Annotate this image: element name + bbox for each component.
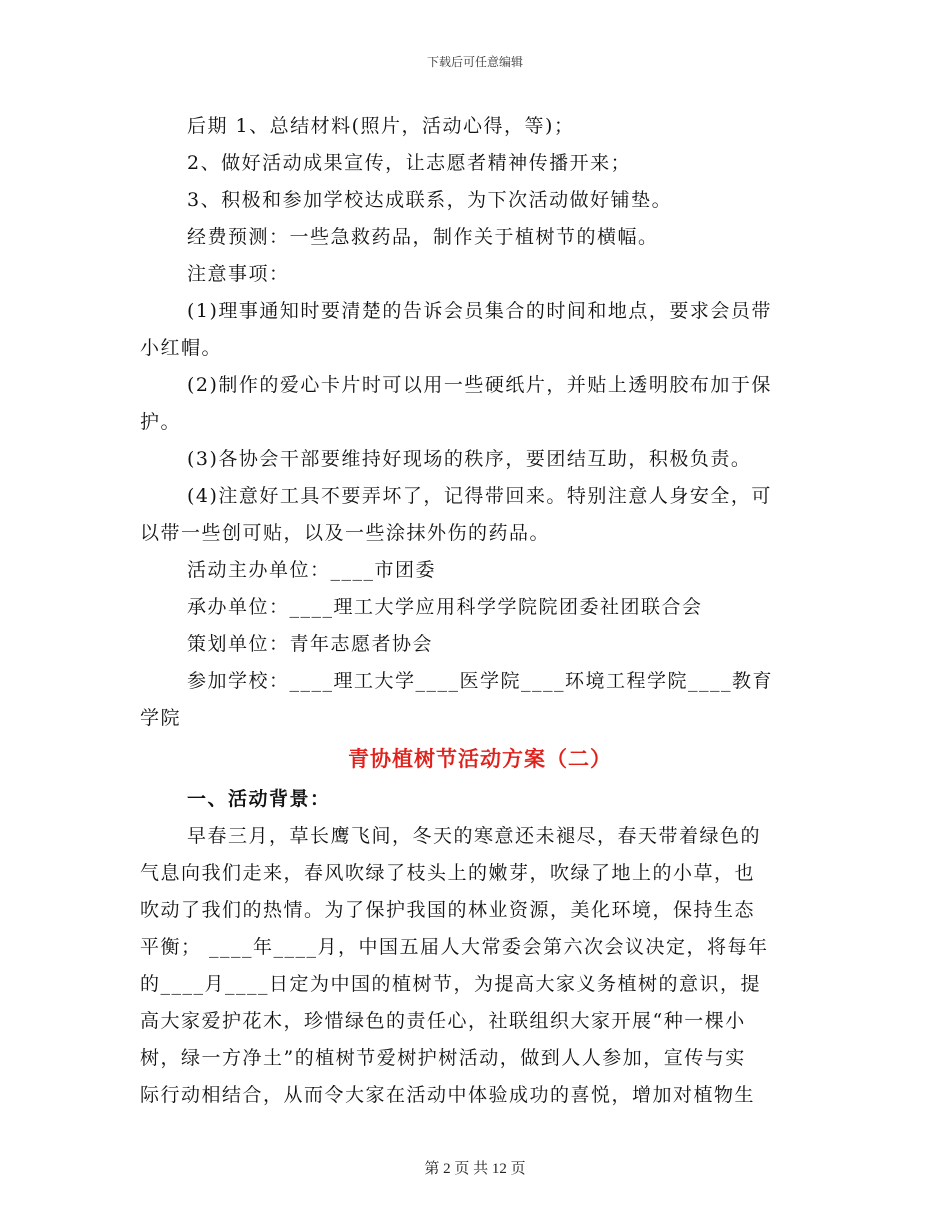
text-line: 活动主办单位：____市团委 (187, 559, 437, 581)
text-line: 高大家爱护花木，珍惜绿色的责任心，社联组织大家开展“种一棵小 (140, 1010, 746, 1032)
text-line: 护。 (140, 411, 182, 433)
page-header: 下载后可任意编辑 (426, 55, 523, 69)
text-line: 3、积极和参加学校达成联系，为下次活动做好铺垫。 (187, 189, 673, 211)
page-footer: 第 2 页 共 12 页 (424, 1161, 526, 1177)
text-line: 的____月____日定为中国的植树节，为提高大家义务植树的意识，提 (140, 973, 762, 995)
text-line: 平衡； ____年____月，中国五届人大常委会第六次会议决定，将每年 (140, 936, 769, 958)
text-line: 小红帽。 (140, 337, 223, 359)
text-line: 早春三月，草长鹰飞间，冬天的寒意还未褪尽，春天带着绿色的 (187, 825, 762, 847)
section-heading: 一、活动背景： (187, 788, 331, 810)
text-line: (4)注意好工具不要弄坏了，记得带回来。特别注意人身安全，可 (187, 485, 772, 507)
text-line: (3)各协会干部要维持好现场的秩序，要团结互助，积极负责。 (187, 448, 752, 470)
section-title: 青协植树节活动方案（二） (348, 747, 612, 771)
text-line: (1)理事通知时要清楚的告诉会员集合的时间和地点，要求会员带 (187, 300, 772, 322)
text-line: 参加学校：____理工大学____医学院____环境工程学院____教育 (187, 670, 774, 692)
text-line: 经费预测：一些急救药品，制作关于植树节的横幅。 (187, 226, 659, 248)
text-line: 树，绿一方净土”的植树节爱树护树活动，做到人人参加，宣传与实 (140, 1047, 746, 1069)
text-line: 注意事项： (187, 263, 290, 285)
text-line: (2)制作的爱心卡片时可以用一些硬纸片，并贴上透明胶布加于保 (187, 374, 772, 396)
text-line: 学院 (140, 707, 182, 729)
text-line: 吹动了我们的热情。为了保护我国的林业资源，美化环境，保持生态 (140, 899, 756, 921)
text-line: 以带一些创可贴，以及一些涂抹外伤的药品。 (140, 522, 551, 544)
text-line: 2、做好活动成果宣传，让志愿者精神传播开来； (187, 152, 632, 174)
text-line: 策划单位：青年志愿者协会 (187, 633, 434, 655)
text-line: 承办单位：____理工大学应用科学学院院团委社团联合会 (187, 596, 703, 618)
text-line: 气息向我们走来，春风吹绿了枝头上的嫩芽，吹绿了地上的小草，也 (140, 862, 756, 884)
text-line: 后期 1、总结材料(照片，活动心得，等)； (187, 115, 575, 137)
text-line: 际行动相结合，从而令大家在活动中体验成功的喜悦，增加对植物生 (140, 1084, 756, 1106)
